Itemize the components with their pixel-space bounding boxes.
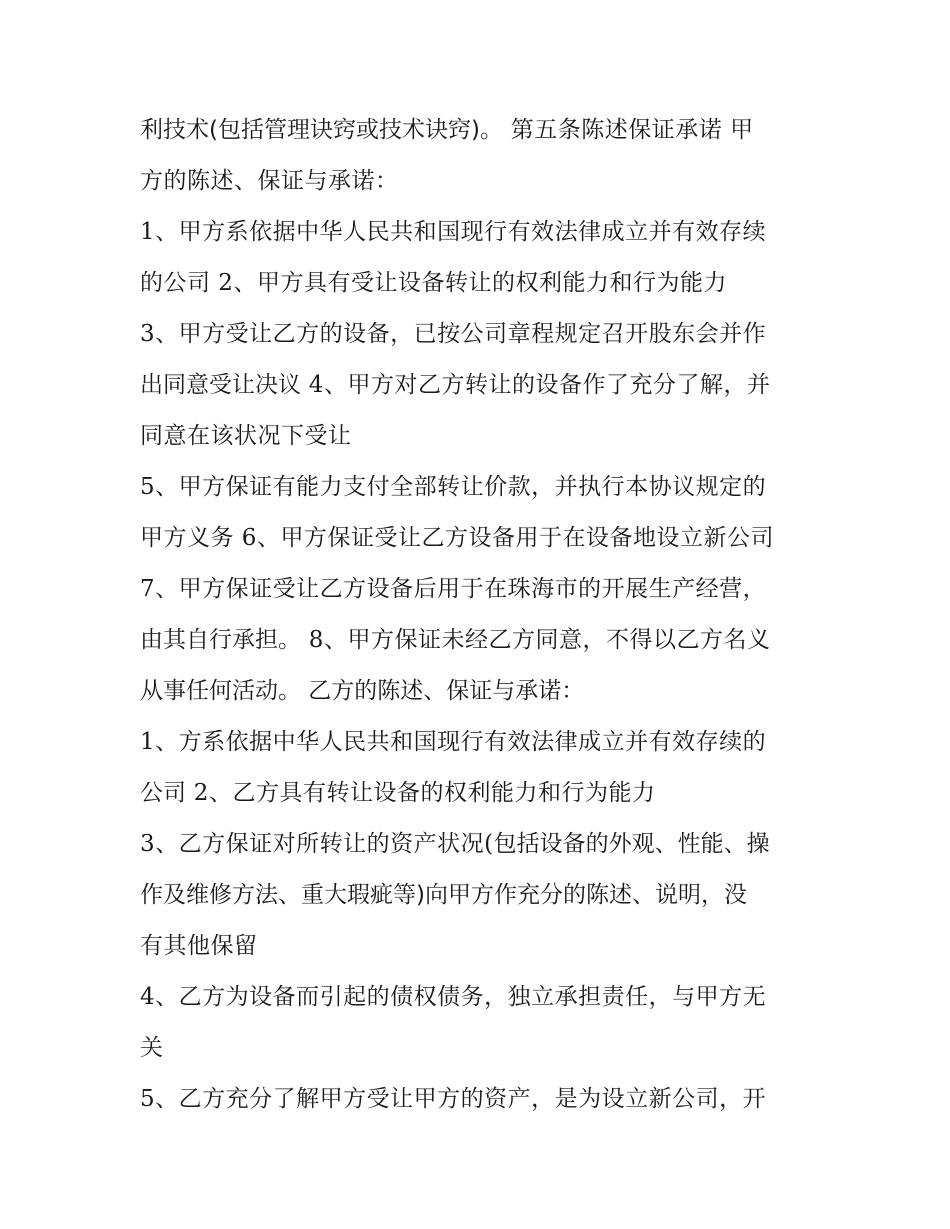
text-segment: 3、乙方保证对所转让的资产状况( bbox=[140, 831, 494, 857]
text-line bbox=[140, 421, 352, 451]
text-line bbox=[140, 1084, 766, 1114]
text-line bbox=[140, 625, 770, 655]
text-line bbox=[140, 829, 770, 859]
text-line bbox=[140, 166, 399, 196]
text-line bbox=[140, 319, 766, 349]
text-segment: 5、乙方充分了解甲方受让甲方的资产，是为设立新公司，开 bbox=[140, 1086, 767, 1112]
text-segment: 甲方义务 6、甲方保证受让乙方设备用于在设备地设立新公司 bbox=[140, 525, 774, 551]
text-line bbox=[140, 268, 727, 298]
text-segment: 7、甲方保证受让乙方设备后用于在珠海市的开展生产经营， bbox=[140, 576, 767, 602]
text-segment: 的公司 2、甲方具有受让设备转让的权利能力和行为能力 bbox=[140, 270, 727, 296]
text-line bbox=[140, 676, 584, 706]
text-line bbox=[140, 778, 655, 808]
text-segment: 由其自行承担。 bbox=[140, 627, 301, 653]
text-line bbox=[140, 115, 754, 145]
text-line bbox=[140, 880, 747, 910]
text-line bbox=[140, 472, 766, 502]
text-segment: 关 bbox=[140, 1035, 164, 1061]
text-segment: 同意在该状况下受让 bbox=[140, 423, 352, 449]
text-segment: 从事任何活动。 乙方的陈述、保证与承诺： bbox=[140, 678, 585, 704]
text-segment: 2、乙方具有转让设备的权利能力和行为能力 bbox=[186, 780, 656, 806]
text-segment: 4、乙方为设备而引起的债权债务，独立承担责任，与甲方无 bbox=[140, 984, 767, 1010]
text-segment: 作及维修方法、重大瑕疵等)向甲方作充分的陈述、说明，没 bbox=[140, 882, 747, 908]
text-segment: 1、甲方系依据中华人民共和国现行有效法律成立并有效存续 bbox=[140, 219, 767, 245]
text-segment: 4、甲方对乙方转让的设备作了充分了解，并 bbox=[301, 372, 771, 398]
text-segment: 3、甲方受让乙方的设备，已按公司章程规定召开股东会并作 bbox=[140, 321, 767, 347]
text-segment: 5、甲方保证有能力支付全部转让价款，并执行本协议规定的 bbox=[140, 474, 767, 500]
text-segment: 有其他保留 bbox=[140, 933, 258, 959]
text-segment: 公司 bbox=[140, 780, 186, 806]
text-line bbox=[140, 370, 770, 400]
text-line bbox=[140, 931, 258, 961]
text-segment: 1、方系依据中华人民共和国现行有效法律成立并有效存续的 bbox=[140, 729, 767, 755]
text-segment: 出同意受让决议 bbox=[140, 372, 301, 398]
text-segment: 包括设备的外观、性能、操 bbox=[493, 831, 770, 857]
text-segment: 方的陈述、保证与承诺： bbox=[140, 168, 399, 194]
text-segment: 利技术(包括管理诀窍或技术诀窍)。 bbox=[140, 117, 503, 143]
text-line bbox=[140, 574, 766, 604]
text-line bbox=[140, 1033, 164, 1063]
text-line bbox=[140, 217, 766, 247]
text-segment: 第五条陈述保证承诺 甲 bbox=[502, 117, 754, 143]
text-line bbox=[140, 982, 766, 1012]
text-line bbox=[140, 523, 774, 553]
text-line bbox=[140, 727, 766, 757]
text-segment: 8、甲方保证未经乙方同意，不得以乙方名义 bbox=[301, 627, 771, 653]
